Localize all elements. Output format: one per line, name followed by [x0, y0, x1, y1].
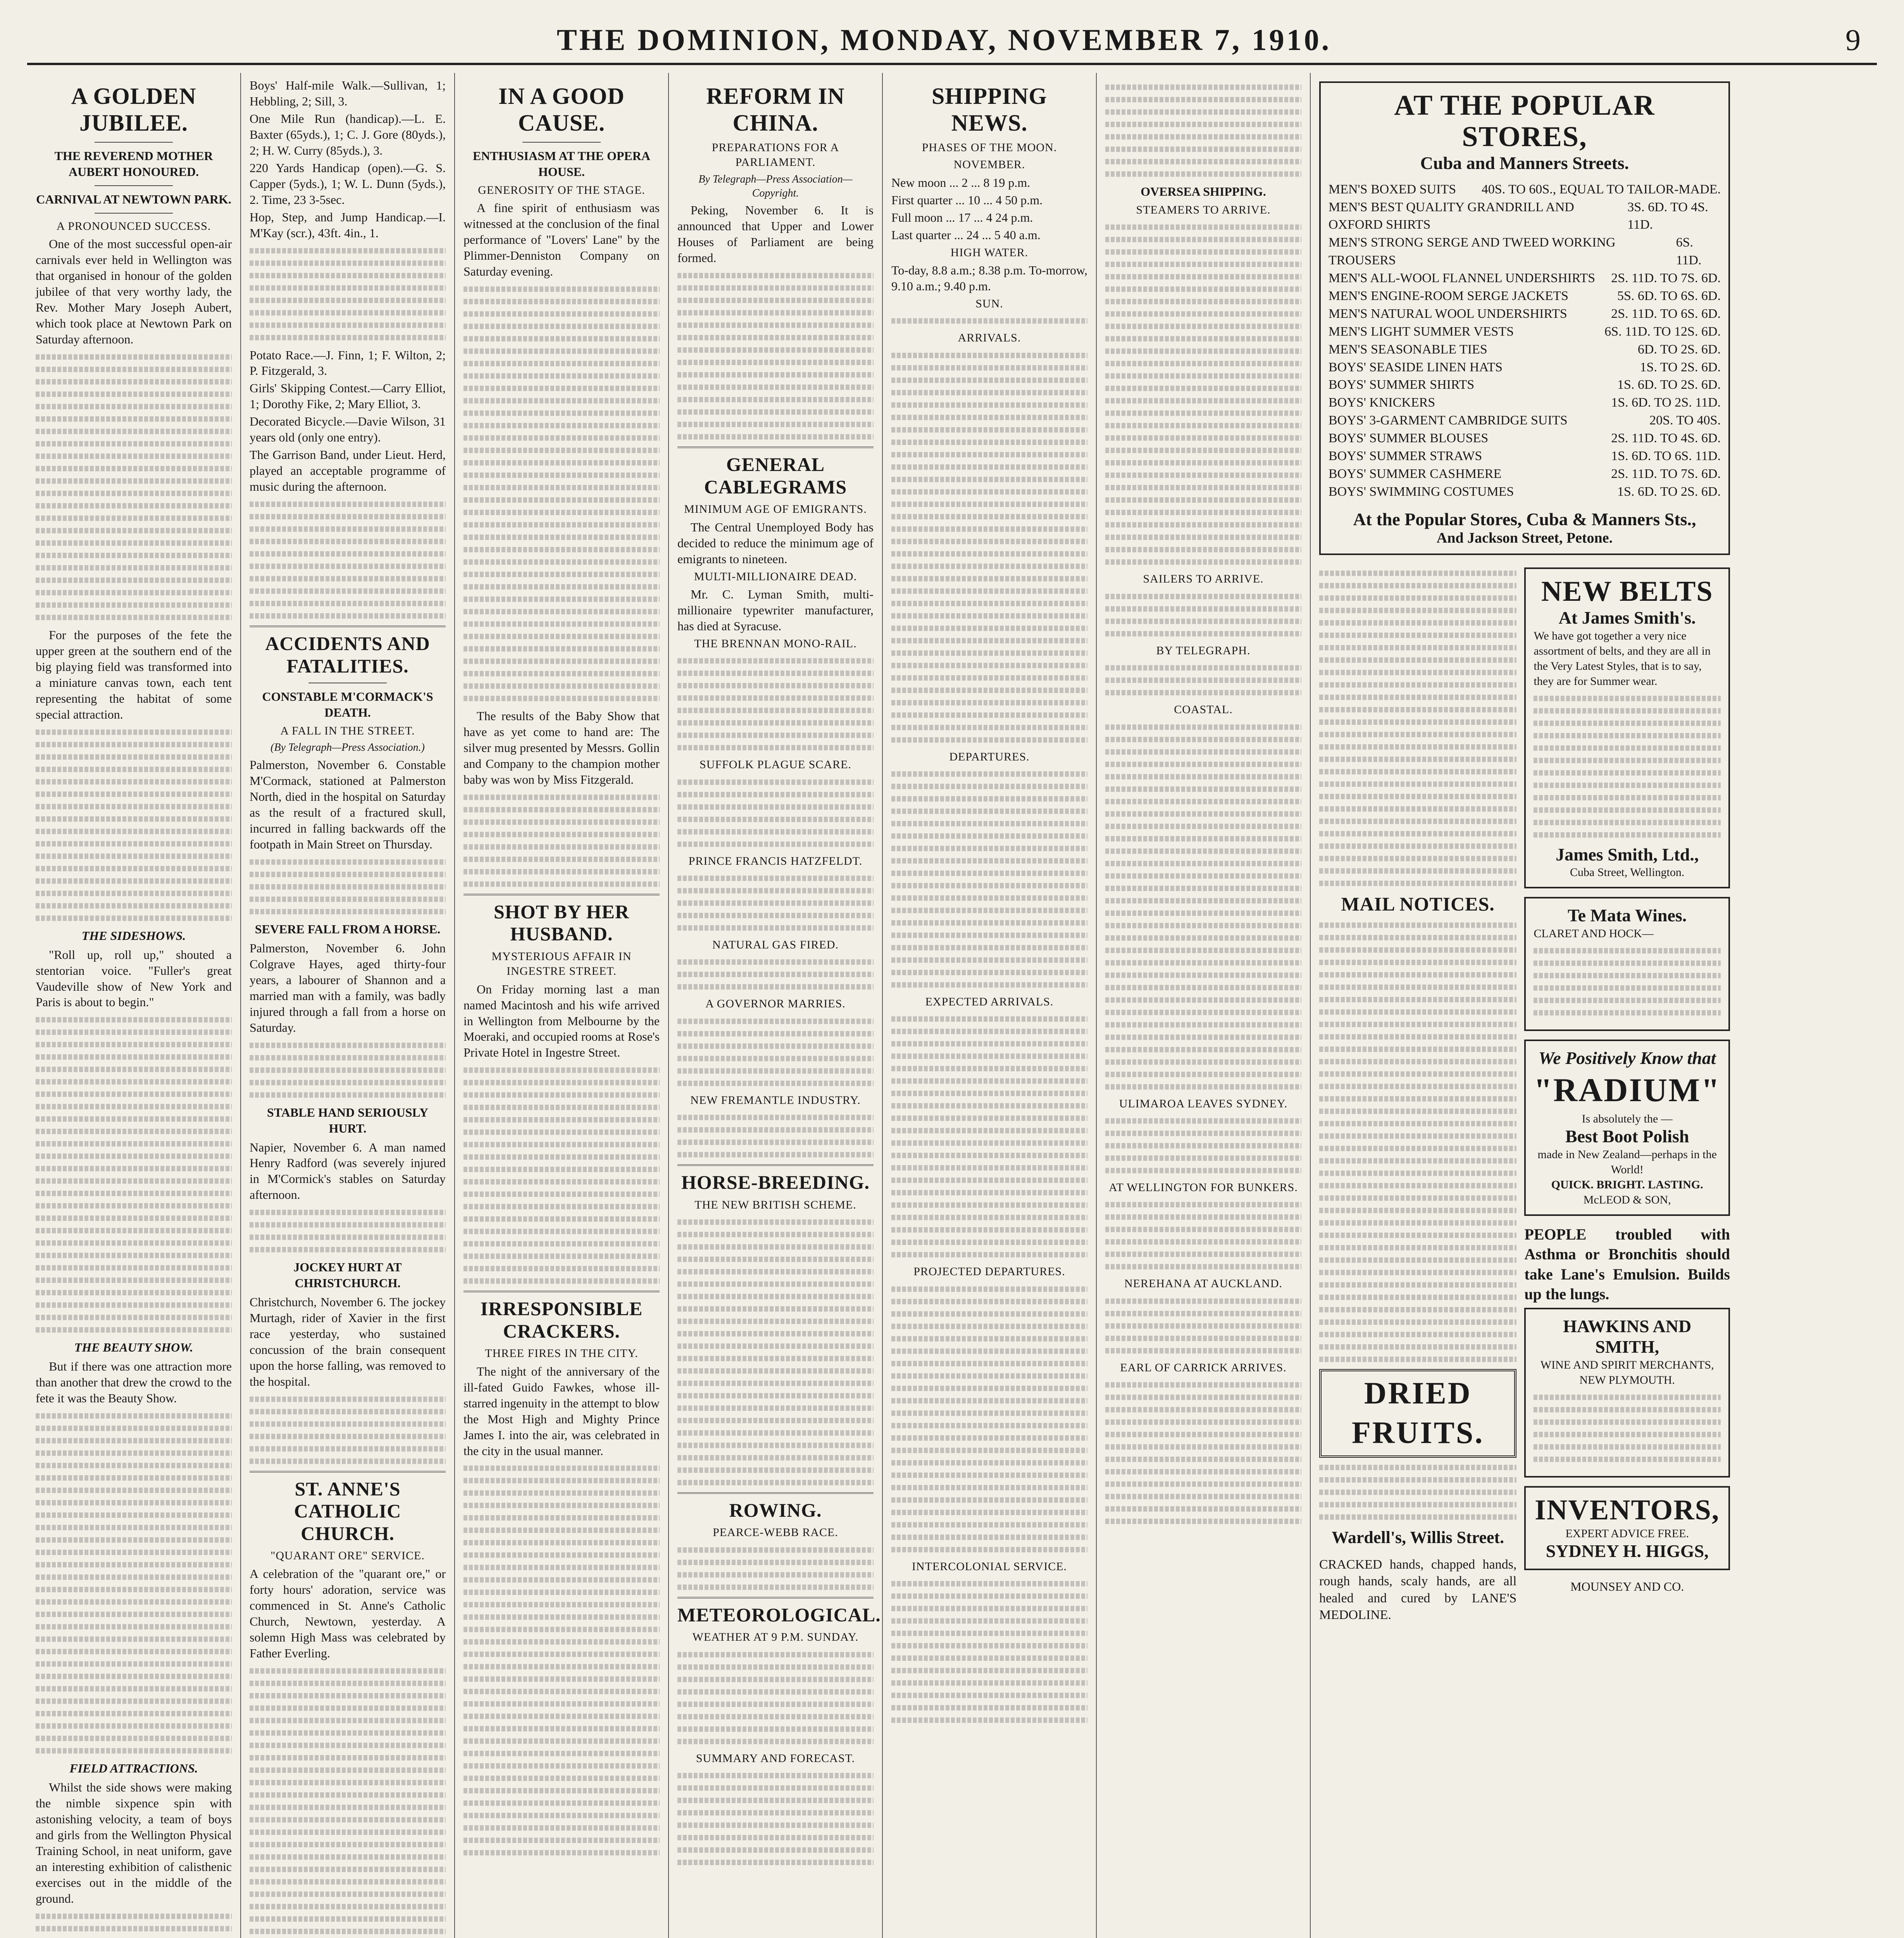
body-text-filler	[36, 1413, 232, 1754]
asthma-ad: PEOPLE troubled with Asthma or Bronchitis should take Lane's Emulsion. Builds up the lungs.	[1524, 1226, 1730, 1303]
subhead: CONSTABLE M'CORMACK'S DEATH.	[262, 690, 433, 720]
paragraph: One of the most successful open-air carnivals ever held in Wellington was that organised in honour of the golden jubilee of that very worthy lady, the Rev. Mother Mary Joseph Aubert, which took place at Newtown Park on Saturday afternoon.	[36, 237, 232, 346]
moon-row: Full moon ... 17 ... 4 24 p.m.	[891, 210, 1033, 224]
radium-ad	[1524, 1040, 1730, 1216]
body-text-filler	[677, 1219, 874, 1485]
subhead: STABLE HAND SERIOUSLY HURT.	[267, 1105, 429, 1135]
subhead: THE REVEREND MOTHER AUBERT HONOURED.	[54, 149, 213, 179]
body-text-filler	[250, 502, 446, 619]
ad-item: MEN'S ALL-WOOL FLANNEL UNDERSHIRTS 2S. 11D. TO 7S. 6D.	[1328, 271, 1721, 286]
subhead: NEREHANA AT AUCKLAND.	[1124, 1277, 1282, 1290]
subhead: PREPARATIONS FOR A PARLIAMENT.	[712, 141, 839, 169]
ad-left-column	[1319, 564, 1516, 1626]
body-text-filler	[1105, 1202, 1301, 1269]
column-1	[27, 73, 241, 1938]
subhead: GENEROSITY OF THE STAGE.	[478, 183, 645, 197]
subhead: SUMMARY AND FORECAST.	[696, 1752, 855, 1765]
mounsey-ad: MOUNSEY AND CO.	[1570, 1579, 1684, 1594]
paragraph: The results of the Baby Show that have as yet come to hand are: The silver mug presented by Messrs. Gollin and Company to the champion mother baby was won by Miss Fitzgerald.	[464, 709, 660, 786]
body-text-filler	[464, 1067, 660, 1284]
headline-meteorological: METEOROLOGICAL.	[677, 1604, 881, 1626]
subhead: ARRIVALS.	[958, 331, 1021, 345]
subhead: WEATHER AT 9 P.M. SUNDAY.	[692, 1631, 859, 1644]
body-text-filler	[250, 1397, 446, 1464]
dried-fruits-shop: Wardell's, Willis Street.	[1332, 1528, 1504, 1547]
rule	[464, 894, 660, 895]
headline-cablegrams: GENERAL CABLEGRAMS	[704, 453, 847, 498]
moon-row: Last quarter ... 24 ... 5 40 a.m.	[891, 228, 1041, 242]
body-text-filler	[891, 1581, 1087, 1723]
body-text-filler	[36, 729, 232, 921]
ad-footer: At the Popular Stores, Cuba & Manners Sts.,	[1353, 509, 1696, 529]
body-text-filler	[1105, 84, 1301, 177]
subhead: EARL OF CARRICK ARRIVES.	[1120, 1361, 1287, 1374]
body-text-filler	[1319, 571, 1516, 886]
body-text-filler	[677, 273, 874, 440]
ad-item: BOYS' KNICKERS 1S. 6D. TO 2S. 11D.	[1328, 395, 1721, 410]
new-belts-ad	[1524, 567, 1730, 888]
byline: By Telegraph—Press Association—Copyright.	[698, 173, 853, 199]
ad-address: Cuba Street, Wellington.	[1570, 866, 1685, 879]
paragraph: The night of the anniversary of the ill-fated Guido Fawkes, whose ill-starred ingenuity in the attempt to blow the Most High and Mighty Prince James I. into the air, was celebrated in the city in the usual manner.	[464, 1364, 660, 1458]
rule	[522, 142, 601, 143]
advertisements-column	[1311, 73, 1739, 1938]
body-text-filler	[1105, 724, 1301, 1090]
subhead: STEAMERS TO ARRIVE.	[1136, 203, 1271, 216]
paragraph: To-day, 8.8 a.m.; 8.38 p.m. To-morrow, 9.10 a.m.; 9.40 p.m.	[891, 263, 1087, 293]
inventors-ad	[1524, 1486, 1730, 1570]
ad-subtitle: At James Smith's.	[1558, 607, 1696, 628]
ad-item: BOYS' SUMMER STRAWS 1S. 6D. TO 6S. 11D.	[1328, 449, 1721, 464]
headline-good-cause: IN A GOOD CAUSE.	[498, 83, 625, 136]
results-item: Boys' Half-mile Walk.—Sullivan, 1; Hebbling, 2; Sill, 3.	[250, 78, 446, 108]
body-text-filler	[250, 1668, 446, 1938]
section-beauty-show: THE BEAUTY SHOW.	[74, 1340, 193, 1355]
body-text-filler	[1105, 1382, 1301, 1524]
ad-row	[1319, 564, 1730, 1626]
column-2	[241, 73, 455, 1938]
section-field-attractions: FIELD ATTRACTIONS.	[69, 1761, 198, 1776]
ad-item: BOYS' SEASIDE LINEN HATS 1S. TO 2S. 6D.	[1328, 360, 1721, 374]
ad-item: BOYS' SWIMMING COSTUMES 1S. 6D. TO 2S. 6D.	[1328, 484, 1721, 499]
body-text-filler	[250, 1043, 446, 1098]
paragraph: Christchurch, November 6. The jockey Murtagh, rider of Xavier in the first race yesterday, who sustained concussion of the brain consequent upon the horse falling, was removed to the hospital.	[250, 1295, 446, 1389]
subhead: DEPARTURES.	[949, 750, 1030, 763]
subhead: A GOVERNOR MARRIES.	[705, 997, 846, 1010]
headline-shot: SHOT BY HER HUSBAND.	[494, 900, 629, 945]
ad-item: BOYS' SUMMER BLOUSES 2S. 11D. TO 4S. 6D.	[1328, 431, 1721, 446]
subhead: NOVEMBER.	[953, 158, 1025, 171]
body-text-filler	[250, 248, 446, 340]
subhead: NEW FREMANTLE INDUSTRY.	[690, 1093, 861, 1107]
subhead: PRINCE FRANCIS HATZFELDT.	[688, 854, 863, 867]
ad-title: Te Mata Wines.	[1568, 905, 1687, 926]
headline-accidents: ACCIDENTS AND FATALITIES.	[265, 633, 430, 677]
ad-company: James Smith, Ltd.,	[1556, 844, 1699, 864]
body-text-filler	[36, 1017, 232, 1333]
subhead: THE NEW BRITISH SCHEME.	[694, 1198, 856, 1211]
popular-stores-ad	[1319, 81, 1730, 555]
rule	[677, 1597, 874, 1598]
ad-text: Is absolutely the —	[1582, 1112, 1673, 1126]
body-text-filler	[677, 779, 874, 847]
paragraph: The Central Unemployed Body has decided to reduce the minimum age of emigrants to nineteen.	[677, 520, 874, 566]
subhead: SUFFOLK PLAGUE SCARE.	[700, 758, 851, 771]
subhead: EXPECTED ARRIVALS.	[925, 995, 1054, 1009]
subhead: MYSTERIOUS AFFAIR IN INGESTRE STREET.	[491, 950, 632, 978]
rule	[677, 1164, 874, 1166]
subhead: AT WELLINGTON FOR BUNKERS.	[1109, 1181, 1298, 1194]
ad-text: made in New Zealand—perhaps in the World!	[1537, 1148, 1717, 1176]
ad-item: MEN'S SEASONABLE TIES 6D. TO 2S. 6D.	[1328, 342, 1721, 357]
body-text-filler	[1534, 1395, 1721, 1462]
body-text-filler	[677, 1115, 874, 1157]
mail-notices-heading: MAIL NOTICES.	[1341, 893, 1495, 915]
paragraph: Napier, November 6. A man named Henry Radford (was severely injured in M'Cormick's stables on Saturday afternoon.	[250, 1140, 446, 1202]
paragraph: For the purposes of the fete the upper green at the southern end of the big playing field was transformed into a miniature canvas town, each tent representing the habitat of some special attraction.	[36, 628, 232, 721]
body-text-filler	[891, 771, 1087, 988]
ad-item: MEN'S STRONG SERGE AND TWEED WORKING TROUSERS 6S. 11D.	[1328, 235, 1702, 268]
ad-subtitle: EXPERT ADVICE FREE.	[1565, 1527, 1689, 1540]
subhead: COASTAL.	[1174, 703, 1233, 716]
rule	[464, 1291, 660, 1292]
subhead: SAILERS TO ARRIVE.	[1143, 572, 1264, 586]
body-text-filler	[1534, 948, 1721, 1016]
body-text-filler	[1105, 1118, 1301, 1173]
subhead: OVERSEA SHIPPING.	[1141, 184, 1266, 198]
ad-item: MEN'S BOXED SUITS 40S. TO 60S., EQUAL TO TAILOR-MADE.	[1328, 182, 1721, 197]
ad-tagline: QUICK. BRIGHT. LASTING.	[1551, 1178, 1703, 1191]
ad-title: INVENTORS,	[1535, 1494, 1720, 1526]
headline-reform-china: REFORM IN CHINA.	[706, 83, 845, 136]
ad-title: NEW BELTS	[1541, 576, 1713, 608]
subhead: NATURAL GAS FIRED.	[712, 938, 839, 951]
body-text-filler	[1105, 594, 1301, 636]
masthead-title: THE DOMINION, MONDAY, NOVEMBER 7, 1910.	[557, 23, 1332, 57]
ad-title: "RADIUM"	[1534, 1071, 1721, 1109]
ad-item: MEN'S ENGINE-ROOM SERGE JACKETS 5S. 6D. TO 6S. 6D.	[1328, 289, 1721, 303]
body-text-filler	[891, 353, 1087, 743]
results-item: Decorated Bicycle.—Davie Wilson, 31 years old (only one entry).	[250, 414, 446, 445]
ad-item: BOYS' SUMMER CASHMERE 2S. 11D. TO 7S. 6D.	[1328, 466, 1721, 481]
subhead: PEARCE-WEBB RACE.	[713, 1526, 838, 1539]
masthead	[27, 16, 1877, 65]
paragraph: Whilst the side shows were making the nimble sixpence spin with astonishing velocity, a team of boys and girls from the Wellington Physical Training School, in neat uniform, gave an interesting exhibition of calisthenic exercises out in the middle of the ground.	[36, 1780, 232, 1905]
subhead: ENTHUSIASM AT THE OPERA HOUSE.	[473, 149, 650, 179]
ad-title: HAWKINS AND SMITH,	[1563, 1316, 1692, 1357]
body-text-filler	[677, 876, 874, 931]
subhead: ULIMAROA LEAVES SYDNEY.	[1119, 1097, 1288, 1110]
subhead: MULTI-MILLIONAIRE DEAD.	[694, 570, 857, 583]
subhead: HIGH WATER.	[950, 246, 1029, 259]
subhead: "QUARANT ORE" SERVICE.	[271, 1549, 425, 1562]
ad-item: MEN'S LIGHT SUMMER VESTS 6S. 11D. TO 12S. 6D.	[1328, 324, 1721, 339]
ad-subtitle: CLARET AND HOCK—	[1534, 927, 1654, 940]
body-text-filler	[1105, 1298, 1301, 1353]
subhead: PHASES OF THE MOON.	[922, 141, 1057, 154]
headline-golden-jubilee: A GOLDEN JUBILEE.	[71, 83, 196, 136]
ad-text: We have got together a very nice assortment of belts, and they are all in the Very Latest Styles, that is to say, they are for Summer wear.	[1534, 629, 1711, 688]
body-text-filler	[677, 959, 874, 990]
body-text-filler	[250, 1210, 446, 1252]
subhead: A PRONOUNCED SUCCESS.	[56, 219, 211, 233]
body-text-filler	[464, 795, 660, 887]
ad-item: MEN'S NATURAL WOOL UNDERSHIRTS 2S. 11D. TO 6S. 6D.	[1328, 306, 1721, 321]
headline-crackers: IRRESPONSIBLE CRACKERS.	[480, 1298, 643, 1342]
body-text-filler	[1105, 665, 1301, 695]
body-text-filler	[1319, 1465, 1516, 1520]
page-number: 9	[1845, 23, 1861, 57]
rule	[677, 447, 874, 448]
results-item: Girls' Skipping Contest.—Carry Elliot, 1; Dorothy Fike, 2; Mary Elliot, 3.	[250, 381, 446, 411]
headline-horse-breeding: HORSE-BREEDING.	[681, 1171, 870, 1193]
subhead: MINIMUM AGE OF EMIGRANTS.	[684, 503, 867, 516]
results-item: Potato Race.—J. Finn, 1; F. Wilton, 2; P. Fitzgerald, 3.	[250, 348, 446, 378]
columns	[27, 73, 1877, 1938]
paragraph: Palmerston, November 6. Constable M'Cormack, stationed at Palmerston North, died in the hospital on Saturday as the result of a fractured skull, incurred in falling backwards off the footpath in Main Street on Thursday.	[250, 758, 446, 851]
body-text-filler	[1105, 224, 1301, 565]
subhead: A FALL IN THE STREET.	[280, 724, 415, 738]
subhead: SUN.	[975, 297, 1003, 310]
subhead: PROJECTED DEPARTURES.	[913, 1265, 1065, 1278]
results-item: 220 Yards Handicap (open).—G. S. Capper (5yds.), 1; W. L. Dunn (5yds.), 2. Time, 23 3-5sec.	[250, 160, 446, 207]
rule	[95, 185, 173, 186]
paragraph: "Roll up, roll up," shouted a stentorian voice. "Fuller's great Vaudeville show of New York and Paris is about to begin."	[36, 947, 232, 1009]
subhead: INTERCOLONIAL SERVICE.	[912, 1560, 1067, 1573]
headline-shipping: SHIPPING NEWS.	[931, 83, 1048, 136]
subhead: THREE FIRES IN THE CITY.	[485, 1347, 638, 1360]
body-text-filler	[250, 859, 446, 914]
ad-item: BOYS' 3-GARMENT CAMBRIDGE SUITS 20S. TO 40S.	[1328, 413, 1721, 428]
subhead: SEVERE FALL FROM A HORSE.	[255, 922, 441, 936]
column-4	[669, 73, 883, 1938]
ad-item: BOYS' SUMMER SHIRTS 1S. 6D. TO 2S. 6D.	[1328, 378, 1721, 392]
body-text-filler	[891, 318, 1087, 324]
body-text-filler	[677, 658, 874, 750]
paragraph: Peking, November 6. It is announced that Upper and Lower Houses of Parliament are being formed.	[677, 203, 874, 265]
body-text-filler	[464, 286, 660, 701]
subhead: THE BRENNAN MONO-RAIL.	[694, 637, 857, 650]
cracked-hands-ad: CRACKED hands, chapped hands, rough hands, scaly hands, are all healed and cured by LANE'S MEDOLINE.	[1319, 1557, 1517, 1622]
headline-rowing: ROWING.	[729, 1499, 822, 1521]
ad-footer: And Jackson Street, Petone.	[1436, 529, 1613, 546]
rule	[95, 142, 173, 143]
ad-subtitle: WINE AND SPIRIT MERCHANTS, NEW PLYMOUTH.	[1540, 1358, 1714, 1386]
body-text-filler	[1319, 922, 1516, 1362]
paragraph: On Friday morning last a man named Macintosh and his wife arrived in Wellington from Melbourne by the Moeraki, and occupied rooms at Rose's Private Hotel in Ingestre Street.	[464, 982, 660, 1060]
ad-title: AT THE POPULAR STORES,	[1394, 90, 1655, 153]
rule	[250, 626, 446, 627]
wine-ad	[1524, 897, 1730, 1031]
paragraph: Palmerston, November 6. John Colgrave Hayes, aged thirty-four years, a labourer of Shannon and a married man with a family, was badly injured through a fall from a horse on Saturday.	[250, 941, 446, 1035]
paragraph: A fine spirit of enthusiasm was witnessed at the conclusion of the final performance of "Lovers' Lane" by the Plimmer-Denniston Company on Saturday evening.	[464, 201, 660, 279]
body-text-filler	[677, 1019, 874, 1086]
column-6	[1097, 73, 1311, 1938]
moon-row: First quarter ... 10 ... 4 50 p.m.	[891, 193, 1043, 207]
ad-lead: We Positively Know that	[1538, 1048, 1716, 1068]
paragraph: A celebration of the "quarant ore," or forty hours' adoration, service was commenced in St. Anne's Catholic Church, Newtown, yesterday. A solemn High Mass was celebrated by Father Everling.	[250, 1566, 446, 1660]
body-text-filler	[677, 1652, 874, 1744]
ad-item: MEN'S BEST QUALITY GRANDRILL AND OXFORD SHIRTS 3S. 6D. TO 4S. 11D.	[1328, 200, 1708, 232]
body-text-filler	[677, 1547, 874, 1590]
ad-subtitle: Cuba and Manners Streets.	[1420, 153, 1629, 173]
ad-right-column	[1524, 564, 1730, 1626]
rule	[250, 1471, 446, 1472]
body-text-filler	[891, 1016, 1087, 1257]
results-item: The Garrison Band, under Lieut. Herd, played an acceptable programme of music during the afternoon.	[250, 448, 446, 494]
rule	[677, 1492, 874, 1494]
body-text-filler	[464, 1466, 660, 1855]
section-sideshows: THE SIDESHOWS.	[81, 928, 186, 943]
column-5	[883, 73, 1097, 1938]
results-item: One Mile Run (handicap).—L. E. Baxter (65yds.), 1; C. J. Gore (80yds.), 2; H. W. Curry (85yds.), 3.	[250, 111, 446, 157]
results-item: Hop, Step, and Jump Handicap.—I. M'Kay (scr.), 43ft. 4in., 1.	[250, 210, 446, 240]
ad-maker: McLEOD & SON,	[1583, 1193, 1671, 1207]
subhead: CARNIVAL AT NEWTOWN PARK.	[36, 192, 231, 206]
rule	[95, 213, 173, 214]
body-text-filler	[36, 1914, 232, 1938]
body-text-filler	[891, 1286, 1087, 1552]
moon-row: New moon ... 2 ... 8 19 p.m.	[891, 175, 1030, 190]
headline-st-annes: ST. ANNE'S CATHOLIC CHURCH.	[294, 1478, 401, 1544]
paragraph: But if there was one attraction more than another that drew the crowd to the fete it was the Beauty Show.	[36, 1359, 232, 1405]
hawkins-ad	[1524, 1308, 1730, 1478]
body-text-filler	[1534, 696, 1721, 838]
byline: (By Telegraph—Press Association.)	[271, 741, 425, 754]
subhead: JOCKEY HURT AT CHRISTCHURCH.	[293, 1260, 402, 1290]
body-text-filler	[677, 1773, 874, 1865]
body-text-filler	[36, 354, 232, 620]
subhead: BY TELEGRAPH.	[1156, 644, 1251, 657]
dried-fruits-ad: DRIED FRUITS.	[1319, 1369, 1516, 1458]
ad-name: SYDNEY H. HIGGS,	[1546, 1541, 1709, 1561]
ad-product: Best Boot Polish	[1565, 1126, 1689, 1147]
paragraph: Mr. C. Lyman Smith, multi-millionaire typewriter manufacturer, has died at Syracuse.	[677, 587, 874, 633]
column-3	[455, 73, 669, 1938]
